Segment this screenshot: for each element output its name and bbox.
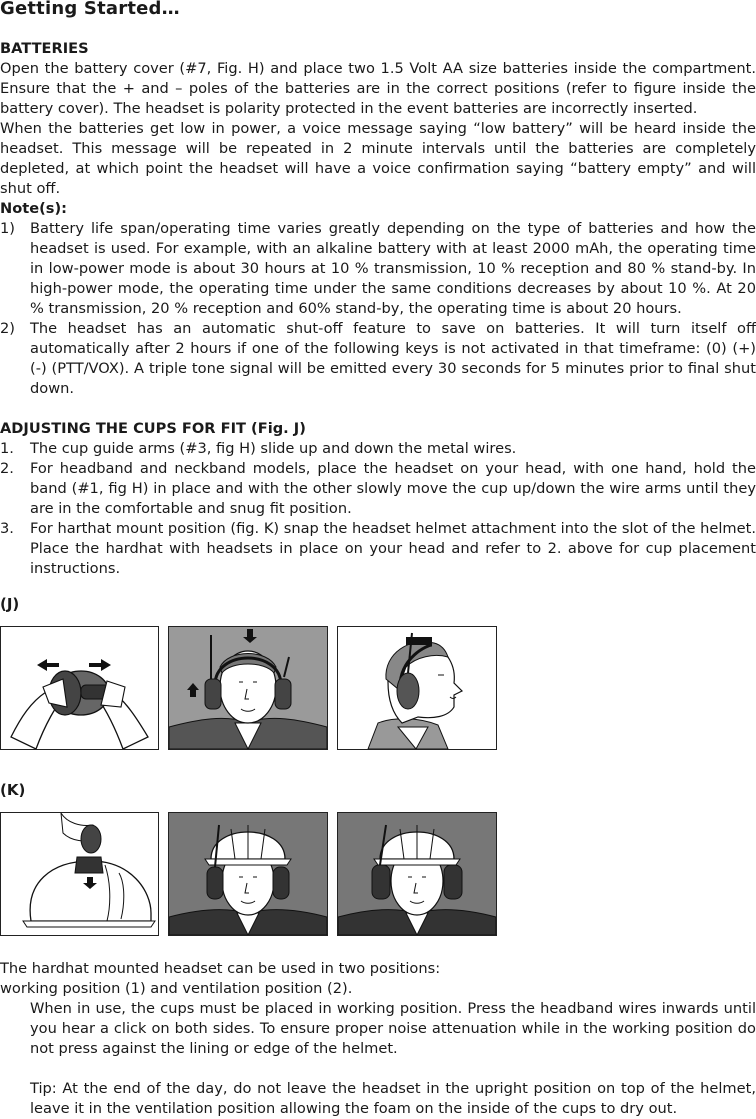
batteries-paragraph-1: Open the battery cover (#7, Fig. H) and place two 1.5 Volt AA size batteries inside the compartment. Ensure that the + and – poles of the batteries are in the correct positions (refer to figure inside the battery cover). The headset is polarity protected in the event batteries are incorrectly inserted. — [0, 60, 756, 117]
figure-j-label: (J) — [0, 595, 20, 613]
note-text: The headset has an automatic shut-off feature to save on batteries. It will turn itself off automatically after 2 hours if one of the following keys is not activated in that timeframe: (0) (+) (-) (PTT/VOX). A triple tone signal will be emitted every 30 seconds for 5 minutes prior to final shut down. — [30, 320, 756, 397]
figure-j-front-headset-illustration — [168, 626, 328, 750]
figure-j-side-headset-illustration — [337, 626, 497, 750]
step-text: The cup guide arms (#3, fig H) slide up and down the metal wires. — [30, 440, 517, 457]
note-number: 1) — [0, 220, 15, 237]
batteries-heading: BATTERIES — [0, 40, 89, 57]
figure-k-hardhat-ventilation-illustration — [337, 812, 497, 936]
figure-k-label: (K) — [0, 781, 26, 799]
note-item — [0, 319, 756, 399]
figure-j-hands-illustration — [0, 626, 159, 750]
step-number: 3. — [0, 520, 14, 537]
hardhat-working-position-text: When in use, the cups must be placed in working position. Press the headband wires inwards until you hear a click on both sides. To ensure proper noise attenuation while in the working position do not press against the lining or edge of the helmet. — [30, 1000, 756, 1057]
page-title: Getting Started… — [0, 0, 180, 19]
note-number: 2) — [0, 320, 15, 337]
note-item — [0, 219, 756, 319]
figure-k-hardhat-working-illustration — [168, 812, 328, 936]
notes-heading: Note(s): — [0, 200, 67, 217]
adjust-step — [0, 439, 756, 459]
step-number: 2. — [0, 460, 14, 477]
figure-k-helmet-attach-illustration — [0, 812, 159, 936]
adjust-step — [0, 459, 756, 519]
step-number: 1. — [0, 440, 14, 457]
hardhat-intro-line-1: The hardhat mounted headset can be used in two positions: — [0, 960, 441, 977]
batteries-paragraph-2: When the batteries get low in power, a voice message saying “low battery” will be heard inside the headset. This message will be repeated in 2 minute intervals until the batteries are completely depleted, at which point the headset will have a voice confirmation saying “battery empty” and will shut off. — [0, 120, 756, 197]
adjusting-heading: ADJUSTING THE CUPS FOR FIT (Fig. J) — [0, 420, 306, 437]
hardhat-intro-line-2: working position (1) and ventilation position (2). — [0, 980, 353, 997]
note-text: Battery life span/operating time varies greatly depending on the type of batteries and how the headset is used. For example, with an alkaline battery with at least 2000 mAh, the operating time in low-power mode is about 30 hours at 10 % transmission, 10 % reception and 80 % stand-by. In high-power mode, the operating time under the same conditions decreases by about 10 %. At 20 % transmission, 20 % reception and 60% stand-by, the operating time is about 20 hours. — [30, 220, 756, 317]
adjust-step — [0, 519, 756, 579]
step-text: For harthat mount position (fig. K) snap the headset helmet attachment into the slot of the helmet. Place the hardhat with headsets in place on your head and refer to 2. above for cup placement instructions. — [30, 520, 756, 577]
hardhat-tip-text: Tip: At the end of the day, do not leave the headset in the upright position on top of the helmet, leave it in the ventilation position allowing the foam on the inside of the cups to dry out. — [30, 1080, 756, 1117]
step-text: For headband and neckband models, place the headset on your head, with one hand, hold the band (#1, fig H) in place and with the other slowly move the cup up/down the wire arms until they are in the comfortable and snug fit position. — [30, 460, 756, 517]
